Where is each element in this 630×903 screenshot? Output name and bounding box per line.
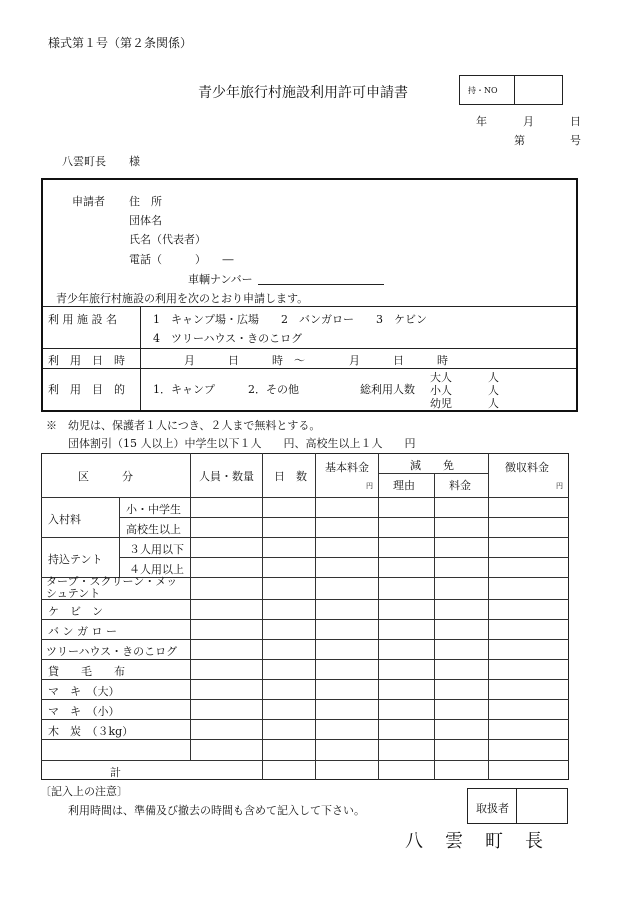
row-bungalow: バ ン ガ ロ ー bbox=[48, 625, 117, 638]
number-prefix-label: 第 bbox=[514, 134, 525, 147]
row-tent-small: ３人用以下 bbox=[129, 543, 184, 556]
reference-number-field[interactable] bbox=[518, 80, 558, 100]
group-name-label: 団体名 bbox=[129, 214, 162, 227]
row-tent-large: ４人用以上 bbox=[129, 563, 184, 576]
header-collected-fee-unit: 円 bbox=[556, 482, 563, 490]
header-exemption: 減 免 bbox=[410, 459, 454, 472]
row-tent: 持込テント bbox=[48, 553, 103, 566]
facility-options-line1[interactable]: 1 キャンプ場・広場 2 バンガロー 3 ケビン bbox=[153, 313, 427, 326]
header-quantity: 人員・数量 bbox=[199, 470, 254, 483]
row-firewood-small: マ キ （小） bbox=[48, 705, 120, 718]
handler-label: 取扱者 bbox=[476, 802, 509, 815]
date-year-label: 年 bbox=[476, 115, 487, 128]
row-admission-senior: 高校生以上 bbox=[126, 523, 181, 536]
facility-options-line2[interactable]: 4 ツリーハウス・きのこログ bbox=[153, 332, 303, 345]
adult-label: 大人 bbox=[430, 371, 452, 384]
header-collected-fee: 徴収料金 bbox=[505, 461, 549, 474]
header-reason: 理由 bbox=[393, 479, 415, 492]
instructions-text: 利用時間は、準備及び撤去の時間も含めて記入して下さい。 bbox=[68, 804, 365, 817]
infant-label: 幼児 bbox=[430, 397, 452, 410]
vehicle-number-field[interactable] bbox=[258, 284, 384, 285]
instructions-heading: 〔記入上の注意〕 bbox=[40, 785, 128, 798]
infant-unit: 人 bbox=[488, 397, 499, 410]
reference-number-box bbox=[459, 75, 563, 105]
row-blanket: 貸 毛 布 bbox=[48, 665, 125, 678]
facility-label: 利 用 施 設 名 bbox=[48, 313, 117, 326]
address-label: 住 所 bbox=[129, 195, 162, 208]
representative-label: 氏名（代表者） bbox=[129, 233, 206, 246]
row-tarp: タープ・スクリーン・メッシュテント bbox=[46, 575, 178, 600]
purpose-label: 利 用 目 的 bbox=[48, 383, 125, 396]
header-days: 日 数 bbox=[274, 470, 307, 483]
child-unit: 人 bbox=[488, 384, 499, 397]
vehicle-number-label: 車輌ナンバー bbox=[188, 273, 253, 286]
reference-number-label: 持・NO bbox=[468, 86, 498, 95]
row-firewood-large: マ キ （大） bbox=[48, 685, 120, 698]
row-admission: 入村料 bbox=[48, 513, 81, 526]
header-base-fee-unit: 円 bbox=[366, 482, 373, 490]
handler-box bbox=[467, 788, 568, 824]
number-suffix-label: 号 bbox=[570, 134, 581, 147]
phone-label: 電話（ ） ― bbox=[129, 253, 234, 266]
datetime-label: 利 用 日 時 bbox=[48, 354, 125, 367]
adult-unit: 人 bbox=[488, 371, 499, 384]
addressee-honorific: 様 bbox=[129, 155, 140, 168]
handler-field[interactable] bbox=[520, 793, 564, 819]
header-category: 区 分 bbox=[78, 470, 133, 483]
date-day-label: 日 bbox=[570, 115, 581, 128]
row-total: 計 bbox=[110, 766, 121, 779]
issuer-title: 八 雲 町 長 bbox=[405, 831, 545, 852]
header-base-fee: 基本料金 bbox=[325, 461, 369, 474]
infant-note: ※ 幼児は、保護者１人につき、２人まで無料とする。 bbox=[46, 419, 321, 432]
datetime-field[interactable]: 月 日 時 ～ 月 日 時 bbox=[184, 354, 448, 367]
application-statement: 青少年旅行村施設の利用を次のとおり申請します。 bbox=[56, 292, 309, 305]
header-exemption-fee: 料金 bbox=[449, 479, 471, 492]
row-charcoal: 木 炭 （３kg） bbox=[48, 725, 134, 738]
form-number: 様式第１号（第２条関係） bbox=[48, 36, 193, 50]
row-cabin: ケ ビ ン bbox=[48, 605, 103, 618]
purpose-options[interactable]: 1．キャンプ 2．その他 bbox=[153, 383, 299, 396]
group-discount-note: 団体割引（15 人以上）中学生以下１人 円、高校生以上１人 円 bbox=[68, 437, 416, 450]
row-treehouse: ツリーハウス・きのこログ bbox=[46, 645, 178, 658]
addressee-name: 八雲町長 bbox=[62, 155, 106, 168]
page-title: 青少年旅行村施設利用許可申請書 bbox=[198, 85, 408, 101]
child-label: 小人 bbox=[430, 384, 452, 397]
applicant-label: 申請者 bbox=[72, 195, 105, 208]
row-admission-junior: 小・中学生 bbox=[126, 503, 181, 516]
total-users-label: 総利用人数 bbox=[360, 383, 415, 396]
date-month-label: 月 bbox=[523, 115, 534, 128]
